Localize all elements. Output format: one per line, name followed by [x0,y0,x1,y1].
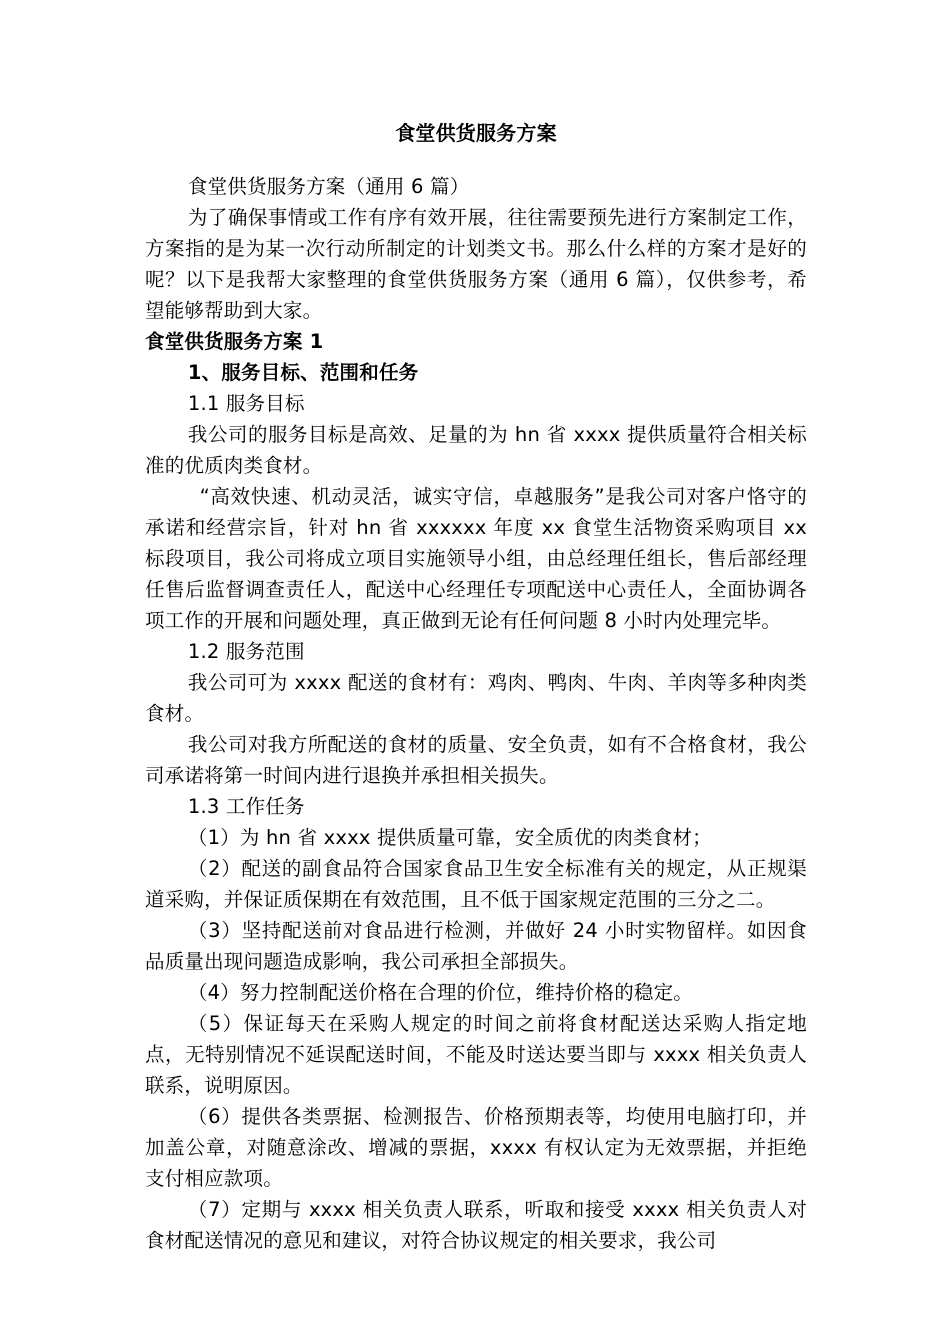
list-item: （1）为 hn 省 xxxx 提供质量可靠，安全质优的肉类食材； [187,826,712,849]
section-heading: 食堂供货服务方案 1 [145,330,324,353]
item-heading: 1.1 服务目标 [187,392,305,415]
list-item: （7）定期与 xxxx 相关负责人联系，听取和接受 xxxx 相关负责人对食材配送情况的意见和建议，对符合协议规定的相关要求，我公司 [145,1198,807,1252]
document-title: 食堂供货服务方案 [395,121,557,145]
body-paragraph: “高效快速、机动灵活，诚实守信，卓越服务”是我公司对客户恪守的承诺和经营宗旨，针对 hn 省 xxxxxx 年度 xx 食堂生活物资采购项目 xx 标段项目，我公司将成立项目实施领导小组，由总经理任组长，售后部经理任售后监督调查责任人，配送中心经理任专项配送中心责任人，全面协调各项工作的开展和问题处理，真正做到无论有任何问题 8 小时内处理完毕。 [145,485,807,632]
list-item: （4）努力控制配送价格在合理的价位，维持价格的稳定。 [187,981,693,1004]
list-item: （5）保证每天在采购人规定的时间之前将食材配送达采购人指定地点，无特别情况不延误配送时间，不能及时送达要当即与 xxxx 相关负责人联系，说明原因。 [145,1012,807,1097]
item-heading: 1.2 服务范围 [187,640,305,663]
item-heading: 1.3 工作任务 [187,795,305,818]
document-body [145,115,807,1256]
body-paragraph: 我公司对我方所配送的食材的质量、安全负责，如有不合格食材，我公司承诺将第一时间内进行退换并承担相关损失。 [145,733,807,787]
body-paragraph: 我公司可为 xxxx 配送的食材有：鸡肉、鸭肉、牛肉、羊肉等多种肉类食材。 [145,671,807,725]
intro-paragraph: 为了确保事情或工作有序有效开展，往往需要预先进行方案制定工作，方案指的是为某一次行动所制定的计划类文书。那么什么样的方案才是好的呢？以下是我帮大家整理的食堂供货服务方案（通用 6 篇），仅供参考，希望能够帮助到大家。 [145,206,807,322]
body-paragraph: 我公司的服务目标是高效、足量的为 hn 省 xxxx 提供质量符合相关标准的优质肉类食材。 [145,423,807,477]
list-item: （6）提供各类票据、检测报告、价格预期表等，均使用电脑打印，并加盖公章，对随意涂改、增减的票据，xxxx 有权认定为无效票据，并拒绝支付相应款项。 [145,1105,807,1190]
list-item: （2）配送的副食品符合国家食品卫生安全标准有关的规定，从正规渠道采购，并保证质保期在有效范围，且不低于国家规定范围的三分之二。 [145,857,807,911]
subtitle-paragraph: 食堂供货服务方案（通用 6 篇） [187,175,470,198]
list-item: （3）坚持配送前对食品进行检测，并做好 24 小时实物留样。如因食品质量出现问题造成影响，我公司承担全部损失。 [145,919,807,973]
subsection-heading: 1、服务目标、范围和任务 [187,361,419,384]
